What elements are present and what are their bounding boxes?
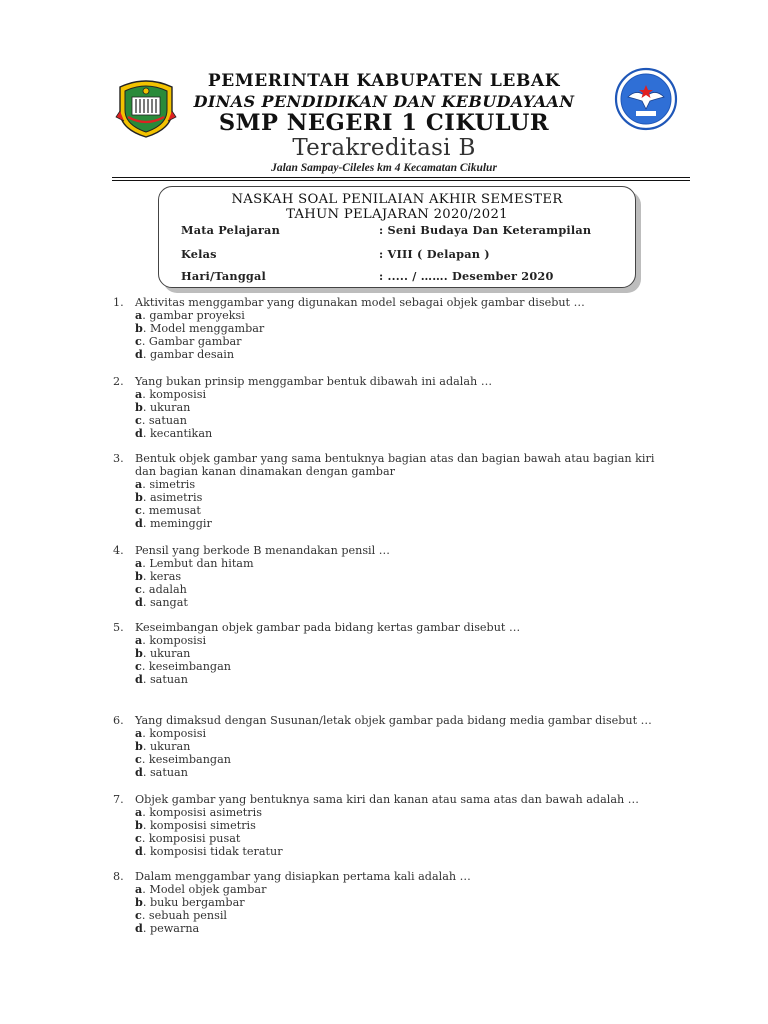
answer-option (113, 634, 665, 647)
option-text: . gambar desain (142, 348, 235, 361)
question-number: 1. (113, 296, 124, 309)
option-letter: c (135, 413, 142, 427)
option-text: . keseimbangan (141, 660, 231, 673)
option-text: . asimetris (142, 491, 203, 504)
question-text: Aktivitas menggambar yang digunakan model sebagai objek gambar disebut … (135, 296, 585, 309)
answer-option (113, 740, 665, 753)
answer-option (113, 909, 665, 922)
question-number: 4. (113, 544, 124, 557)
answer-option (113, 753, 665, 766)
option-letter: a (135, 726, 143, 740)
option-text: . komposisi asimetris (142, 806, 262, 819)
option-letter: d (135, 426, 143, 440)
option-text: . keseimbangan (141, 753, 231, 766)
option-letter: b (135, 400, 143, 414)
option-letter: a (135, 805, 143, 819)
option-letter: a (135, 477, 143, 491)
answer-option (113, 427, 665, 440)
subject-value: : Seni Budaya Dan Keterampilan (379, 223, 592, 237)
option-letter: d (135, 672, 143, 686)
option-letter: c (135, 659, 142, 673)
answer-option (113, 322, 665, 335)
option-text: . kecantikan (142, 427, 213, 440)
option-letter: c (135, 334, 142, 348)
option-letter: c (135, 908, 142, 922)
exam-info-box (158, 186, 636, 288)
government-heading: PEMERINTAH KABUPATEN LEBAK (207, 71, 561, 91)
question-stem (113, 714, 665, 727)
question-stem (113, 375, 665, 388)
option-letter: d (135, 765, 143, 779)
answer-option (113, 660, 665, 673)
option-text: . gambar proyeksi (142, 309, 245, 322)
option-text: . komposisi pusat (141, 832, 241, 845)
option-text: . komposisi simetris (142, 819, 256, 832)
option-text: . Lembut dan hitam (142, 557, 254, 570)
answer-option (113, 727, 665, 740)
answer-option (113, 806, 665, 819)
answer-option (113, 896, 665, 909)
option-text: . Model objek gambar (142, 883, 267, 896)
subject-label: Mata Pelajaran (181, 223, 280, 237)
option-letter: c (135, 582, 142, 596)
answer-option (113, 401, 665, 414)
option-text: . buku bergambar (142, 896, 245, 909)
question-number: 8. (113, 870, 124, 883)
option-letter: d (135, 516, 143, 530)
option-letter: d (135, 844, 143, 858)
question-item (113, 714, 665, 779)
option-letter: b (135, 569, 143, 583)
header-divider-thin (112, 180, 690, 181)
question-item (113, 375, 665, 440)
header-divider (112, 177, 690, 178)
date-value: : ..... / ……. Desember 2020 (379, 269, 554, 283)
option-text: . meminggir (142, 517, 212, 530)
date-label: Hari/Tanggal (181, 269, 267, 283)
option-letter: a (135, 308, 143, 322)
exam-title: NASKAH SOAL PENILAIAN AKHIR SEMESTER (231, 192, 563, 207)
option-text: . satuan (142, 673, 188, 686)
option-text: . adalah (141, 583, 187, 596)
answer-option (113, 883, 665, 896)
option-letter: b (135, 818, 143, 832)
answer-option (113, 348, 665, 361)
option-text: . keras (142, 570, 182, 583)
option-letter: d (135, 595, 143, 609)
option-letter: d (135, 921, 143, 935)
option-text: . ukuran (142, 740, 191, 753)
question-stem (113, 452, 665, 478)
option-text: . ukuran (142, 401, 191, 414)
answer-option (113, 583, 665, 596)
option-text: . komposisi (142, 634, 207, 647)
school-name: SMP NEGERI 1 CIKULUR (218, 110, 550, 136)
option-text: . memusat (141, 504, 201, 517)
school-address: Jalan Sampay-Cileles km 4 Kecamatan Cikulur (271, 162, 497, 174)
answer-option (113, 478, 665, 491)
question-text: Objek gambar yang bentuknya sama kiri dan kanan atau sama atas dan bawah adalah … (135, 793, 639, 806)
option-text: . satuan (142, 766, 188, 779)
option-letter: b (135, 646, 143, 660)
answer-option (113, 922, 665, 935)
answer-option (113, 596, 665, 609)
option-text: . simetris (142, 478, 196, 491)
department-heading: DINAS PENDIDIKAN DAN KEBUDAYAAN (193, 92, 575, 111)
option-text: . komposisi tidak teratur (142, 845, 283, 858)
option-letter: b (135, 739, 143, 753)
accreditation-text: Terakreditasi B (292, 135, 476, 161)
question-number: 7. (113, 793, 124, 806)
answer-option (113, 388, 665, 401)
answer-option (113, 845, 665, 858)
answer-option (113, 517, 665, 530)
question-stem (113, 621, 665, 634)
answer-option (113, 832, 665, 845)
question-text: Bentuk objek gambar yang sama bentuknya bagian atas dan bagian bawah atau bagian kiri dan bagian kanan dinamakan dengan gambar (135, 452, 655, 478)
option-text: . Model menggambar (142, 322, 265, 335)
question-item (113, 296, 665, 361)
question-item (113, 621, 665, 686)
option-letter: a (135, 633, 143, 647)
answer-option (113, 504, 665, 517)
question-stem (113, 296, 665, 309)
option-letter: b (135, 895, 143, 909)
question-item (113, 544, 665, 609)
question-text: Pensil yang berkode B menandakan pensil … (135, 544, 390, 557)
question-stem (113, 544, 665, 557)
answer-option (113, 335, 665, 348)
question-text: Yang bukan prinsip menggambar bentuk dibawah ini adalah … (135, 375, 493, 388)
answer-option (113, 647, 665, 660)
option-letter: c (135, 831, 142, 845)
question-text: Yang dimaksud dengan Susunan/letak objek gambar pada bidang media gambar disebut … (135, 714, 652, 727)
option-letter: c (135, 503, 142, 517)
class-value: : VIII ( Delapan ) (379, 247, 490, 261)
option-letter: d (135, 347, 143, 361)
option-text: . komposisi (142, 388, 207, 401)
option-text: . sebuah pensil (141, 909, 227, 922)
question-item (113, 452, 665, 530)
option-letter: b (135, 490, 143, 504)
question-item (113, 870, 665, 935)
question-item (113, 793, 665, 858)
question-text: Keseimbangan objek gambar pada bidang kertas gambar disebut … (135, 621, 521, 634)
answer-option (113, 557, 665, 570)
answer-option (113, 570, 665, 583)
option-letter: c (135, 752, 142, 766)
option-text: . ukuran (142, 647, 191, 660)
answer-option (113, 309, 665, 322)
question-number: 3. (113, 452, 124, 465)
option-text: . satuan (141, 414, 187, 427)
option-text: . pewarna (142, 922, 200, 935)
option-letter: a (135, 882, 143, 896)
answer-option (113, 414, 665, 427)
option-text: . komposisi (142, 727, 207, 740)
exam-year: TAHUN PELAJARAN 2020/2021 (286, 207, 508, 222)
option-letter: a (135, 556, 143, 570)
class-label: Kelas (181, 247, 217, 261)
question-number: 5. (113, 621, 124, 634)
answer-option (113, 673, 665, 686)
question-number: 6. (113, 714, 124, 727)
option-letter: b (135, 321, 143, 335)
option-letter: a (135, 387, 143, 401)
option-text: . sangat (142, 596, 188, 609)
question-stem (113, 870, 665, 883)
question-text: Dalam menggambar yang disiapkan pertama kali adalah … (135, 870, 471, 883)
question-stem (113, 793, 665, 806)
answer-option (113, 491, 665, 504)
answer-option (113, 766, 665, 779)
option-text: . Gambar gambar (141, 335, 242, 348)
question-number: 2. (113, 375, 124, 388)
answer-option (113, 819, 665, 832)
